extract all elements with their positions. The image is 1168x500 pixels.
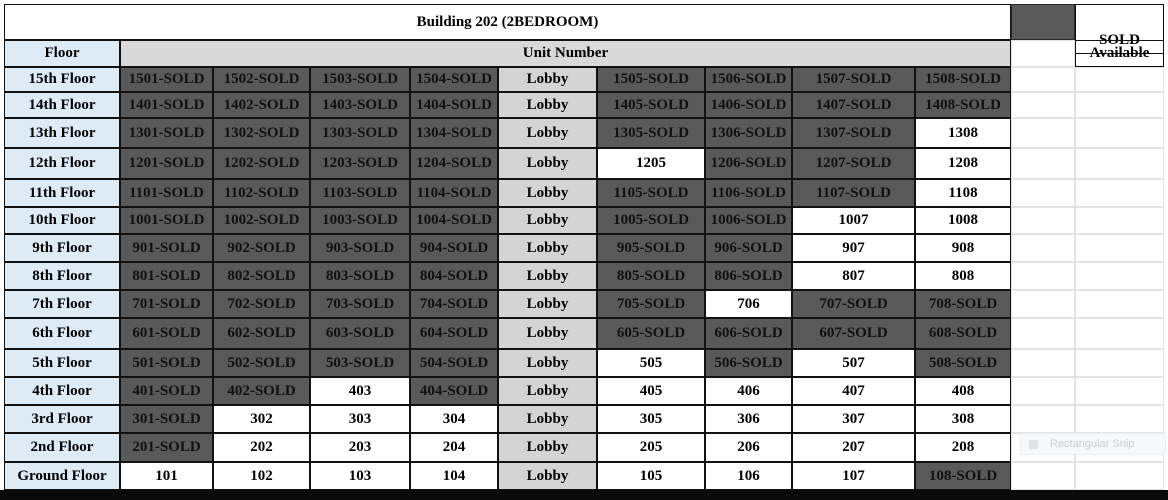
unit-cell: 1402-SOLD — [213, 92, 310, 118]
unit-cell: 304 — [410, 405, 498, 433]
unit-cell: 908 — [915, 234, 1011, 262]
floor-column-header: Floor — [4, 40, 120, 67]
unit-cell: 1208 — [915, 148, 1011, 179]
floor-label: 9th Floor — [4, 234, 120, 262]
snip-icon — [1029, 440, 1038, 449]
empty-sheet-cell — [1075, 462, 1164, 490]
unit-cell: 903-SOLD — [310, 234, 410, 262]
unit-cell: 306 — [705, 405, 792, 433]
unit-cell: 506-SOLD — [705, 349, 792, 377]
unit-cell: 1504-SOLD — [410, 67, 498, 92]
unit-cell: 1505-SOLD — [597, 67, 705, 92]
unit-cell: 503-SOLD — [310, 349, 410, 377]
floor-label: 6th Floor — [4, 318, 120, 349]
empty-sheet-cell — [1075, 262, 1164, 290]
empty-sheet-cell — [1075, 405, 1164, 433]
unit-cell: 1008 — [915, 207, 1011, 234]
empty-sheet-cell — [1075, 67, 1164, 92]
empty-sheet-cell — [1011, 118, 1075, 148]
unit-cell: 1502-SOLD — [213, 67, 310, 92]
unit-cell: 504-SOLD — [410, 349, 498, 377]
empty-sheet-cell — [1011, 67, 1075, 92]
empty-sheet-cell — [1075, 179, 1164, 207]
floor-label: 11th Floor — [4, 179, 120, 207]
empty-sheet-cell — [1075, 207, 1164, 234]
empty-sheet-cell — [1075, 234, 1164, 262]
legend-available-swatch — [1011, 40, 1075, 67]
unit-cell: 1304-SOLD — [410, 118, 498, 148]
unit-cell: 1205 — [597, 148, 705, 179]
unit-cell: 104 — [410, 462, 498, 490]
unit-cell: 1004-SOLD — [410, 207, 498, 234]
lobby-cell: Lobby — [498, 405, 597, 433]
lobby-cell: Lobby — [498, 234, 597, 262]
unit-cell: 1105-SOLD — [597, 179, 705, 207]
floor-label: 10th Floor — [4, 207, 120, 234]
unit-cell: 508-SOLD — [915, 349, 1011, 377]
unit-cell: 1305-SOLD — [597, 118, 705, 148]
floor-label: Ground Floor — [4, 462, 120, 490]
unit-cell: 203 — [310, 433, 410, 462]
unit-cell: 607-SOLD — [792, 318, 915, 349]
unit-cell: 1503-SOLD — [310, 67, 410, 92]
unit-cell: 502-SOLD — [213, 349, 310, 377]
unit-cell: 902-SOLD — [213, 234, 310, 262]
floor-label: 5th Floor — [4, 349, 120, 377]
empty-sheet-cell — [1075, 92, 1164, 118]
lobby-cell: Lobby — [498, 207, 597, 234]
unit-cell: 803-SOLD — [310, 262, 410, 290]
empty-sheet-cell — [1011, 290, 1075, 318]
empty-sheet-cell — [1011, 234, 1075, 262]
unit-cell: 806-SOLD — [705, 262, 792, 290]
unit-cell: 103 — [310, 462, 410, 490]
lobby-cell: Lobby — [498, 118, 597, 148]
unit-cell: 1202-SOLD — [213, 148, 310, 179]
lobby-cell: Lobby — [498, 377, 597, 405]
unit-cell: 307 — [792, 405, 915, 433]
unit-cell: 1108 — [915, 179, 1011, 207]
unit-cell: 402-SOLD — [213, 377, 310, 405]
unit-cell: 107 — [792, 462, 915, 490]
unit-cell: 301-SOLD — [120, 405, 213, 433]
unit-cell: 1005-SOLD — [597, 207, 705, 234]
unit-cell: 608-SOLD — [915, 318, 1011, 349]
unit-cell: 305 — [597, 405, 705, 433]
unit-cell: 1003-SOLD — [310, 207, 410, 234]
empty-sheet-cell — [1011, 179, 1075, 207]
unit-cell: 108-SOLD — [915, 462, 1011, 490]
floor-label: 7th Floor — [4, 290, 120, 318]
unit-cell: 1101-SOLD — [120, 179, 213, 207]
unit-cell: 408 — [915, 377, 1011, 405]
unit-cell: 1507-SOLD — [792, 67, 915, 92]
unit-cell: 208 — [915, 433, 1011, 462]
unit-number-header: Unit Number — [120, 40, 1011, 67]
lobby-cell: Lobby — [498, 290, 597, 318]
unit-cell: 808 — [915, 262, 1011, 290]
unit-cell: 1001-SOLD — [120, 207, 213, 234]
empty-sheet-cell — [1075, 290, 1164, 318]
empty-sheet-cell — [1075, 148, 1164, 179]
empty-sheet-cell — [1011, 318, 1075, 349]
unit-cell: 1308 — [915, 118, 1011, 148]
empty-sheet-cell — [1075, 318, 1164, 349]
unit-cell: 1306-SOLD — [705, 118, 792, 148]
unit-cell: 1508-SOLD — [915, 67, 1011, 92]
unit-cell: 606-SOLD — [705, 318, 792, 349]
floor-label: 15th Floor — [4, 67, 120, 92]
lobby-cell: Lobby — [498, 67, 597, 92]
unit-cell: 201-SOLD — [120, 433, 213, 462]
unit-cell: 1303-SOLD — [310, 118, 410, 148]
unit-cell: 1408-SOLD — [915, 92, 1011, 118]
lobby-cell: Lobby — [498, 92, 597, 118]
bottom-edge-bar — [0, 490, 1168, 500]
unit-cell: 405 — [597, 377, 705, 405]
unit-cell: 901-SOLD — [120, 234, 213, 262]
floor-label: 2nd Floor — [4, 433, 120, 462]
unit-cell: 1104-SOLD — [410, 179, 498, 207]
empty-sheet-cell — [1075, 377, 1164, 405]
unit-cell: 605-SOLD — [597, 318, 705, 349]
lobby-cell: Lobby — [498, 318, 597, 349]
unit-cell: 202 — [213, 433, 310, 462]
unit-cell: 302 — [213, 405, 310, 433]
legend-sold-label: SOLD — [1075, 4, 1164, 54]
unit-cell: 404-SOLD — [410, 377, 498, 405]
floor-label: 14th Floor — [4, 92, 120, 118]
unit-cell: 1302-SOLD — [213, 118, 310, 148]
unit-cell: 1501-SOLD — [120, 67, 213, 92]
lobby-cell: Lobby — [498, 462, 597, 490]
unit-cell: 907 — [792, 234, 915, 262]
unit-cell: 1106-SOLD — [705, 179, 792, 207]
unit-cell: 906-SOLD — [705, 234, 792, 262]
unit-cell: 601-SOLD — [120, 318, 213, 349]
empty-sheet-cell — [1011, 92, 1075, 118]
empty-sheet-cell — [1011, 405, 1075, 433]
unit-cell: 705-SOLD — [597, 290, 705, 318]
empty-sheet-cell — [1011, 377, 1075, 405]
unit-cell: 1204-SOLD — [410, 148, 498, 179]
unit-cell: 701-SOLD — [120, 290, 213, 318]
empty-sheet-cell — [1075, 349, 1164, 377]
snip-tooltip[interactable] — [1020, 433, 1166, 455]
unit-cell: 303 — [310, 405, 410, 433]
unit-cell: 1102-SOLD — [213, 179, 310, 207]
empty-sheet-cell — [1075, 118, 1164, 148]
unit-cell: 206 — [705, 433, 792, 462]
floor-label: 4th Floor — [4, 377, 120, 405]
unit-cell: 707-SOLD — [792, 290, 915, 318]
unit-cell: 802-SOLD — [213, 262, 310, 290]
unit-cell: 1002-SOLD — [213, 207, 310, 234]
unit-cell: 1401-SOLD — [120, 92, 213, 118]
unit-cell: 403 — [310, 377, 410, 405]
unit-cell: 207 — [792, 433, 915, 462]
unit-cell: 1206-SOLD — [705, 148, 792, 179]
unit-cell: 1107-SOLD — [792, 179, 915, 207]
unit-cell: 904-SOLD — [410, 234, 498, 262]
unit-cell: 805-SOLD — [597, 262, 705, 290]
floor-label: 12th Floor — [4, 148, 120, 179]
legend-available-label: Available — [1075, 40, 1164, 67]
unit-cell: 407 — [792, 377, 915, 405]
unit-cell: 204 — [410, 433, 498, 462]
unit-cell: 406 — [705, 377, 792, 405]
empty-sheet-cell — [1011, 148, 1075, 179]
unit-cell: 1201-SOLD — [120, 148, 213, 179]
lobby-cell: Lobby — [498, 179, 597, 207]
unit-cell: 603-SOLD — [310, 318, 410, 349]
unit-cell: 804-SOLD — [410, 262, 498, 290]
unit-cell: 706 — [705, 290, 792, 318]
lobby-cell: Lobby — [498, 148, 597, 179]
floor-label: 3rd Floor — [4, 405, 120, 433]
unit-cell: 1403-SOLD — [310, 92, 410, 118]
unit-cell: 205 — [597, 433, 705, 462]
unit-cell: 1007 — [792, 207, 915, 234]
unit-cell: 1203-SOLD — [310, 148, 410, 179]
empty-sheet-cell — [1011, 262, 1075, 290]
unit-cell: 1407-SOLD — [792, 92, 915, 118]
unit-cell: 801-SOLD — [120, 262, 213, 290]
empty-sheet-cell — [1011, 462, 1075, 490]
unit-cell: 401-SOLD — [120, 377, 213, 405]
lobby-cell: Lobby — [498, 262, 597, 290]
unit-cell: 106 — [705, 462, 792, 490]
unit-cell: 1406-SOLD — [705, 92, 792, 118]
unit-cell: 102 — [213, 462, 310, 490]
unit-cell: 704-SOLD — [410, 290, 498, 318]
unit-cell: 1103-SOLD — [310, 179, 410, 207]
lobby-cell: Lobby — [498, 433, 597, 462]
unit-cell: 1207-SOLD — [792, 148, 915, 179]
unit-cell: 1506-SOLD — [705, 67, 792, 92]
legend-sold-swatch — [1011, 4, 1075, 40]
unit-cell: 1307-SOLD — [792, 118, 915, 148]
unit-cell: 507 — [792, 349, 915, 377]
unit-cell: 708-SOLD — [915, 290, 1011, 318]
unit-cell: 501-SOLD — [120, 349, 213, 377]
unit-cell: 807 — [792, 262, 915, 290]
floor-label: 8th Floor — [4, 262, 120, 290]
unit-cell: 905-SOLD — [597, 234, 705, 262]
unit-cell: 308 — [915, 405, 1011, 433]
unit-cell: 1405-SOLD — [597, 92, 705, 118]
unit-cell: 1006-SOLD — [705, 207, 792, 234]
snip-tooltip-label: Rectangular Snip — [1050, 438, 1135, 450]
floor-label: 13th Floor — [4, 118, 120, 148]
sheet-title: Building 202 (2BEDROOM) — [4, 4, 1011, 40]
empty-sheet-cell — [1011, 349, 1075, 377]
unit-cell: 1301-SOLD — [120, 118, 213, 148]
unit-cell: 505 — [597, 349, 705, 377]
empty-sheet-cell — [1011, 207, 1075, 234]
unit-cell: 101 — [120, 462, 213, 490]
unit-cell: 703-SOLD — [310, 290, 410, 318]
unit-cell: 702-SOLD — [213, 290, 310, 318]
lobby-cell: Lobby — [498, 349, 597, 377]
unit-cell: 602-SOLD — [213, 318, 310, 349]
unit-cell: 604-SOLD — [410, 318, 498, 349]
unit-cell: 1404-SOLD — [410, 92, 498, 118]
unit-cell: 105 — [597, 462, 705, 490]
